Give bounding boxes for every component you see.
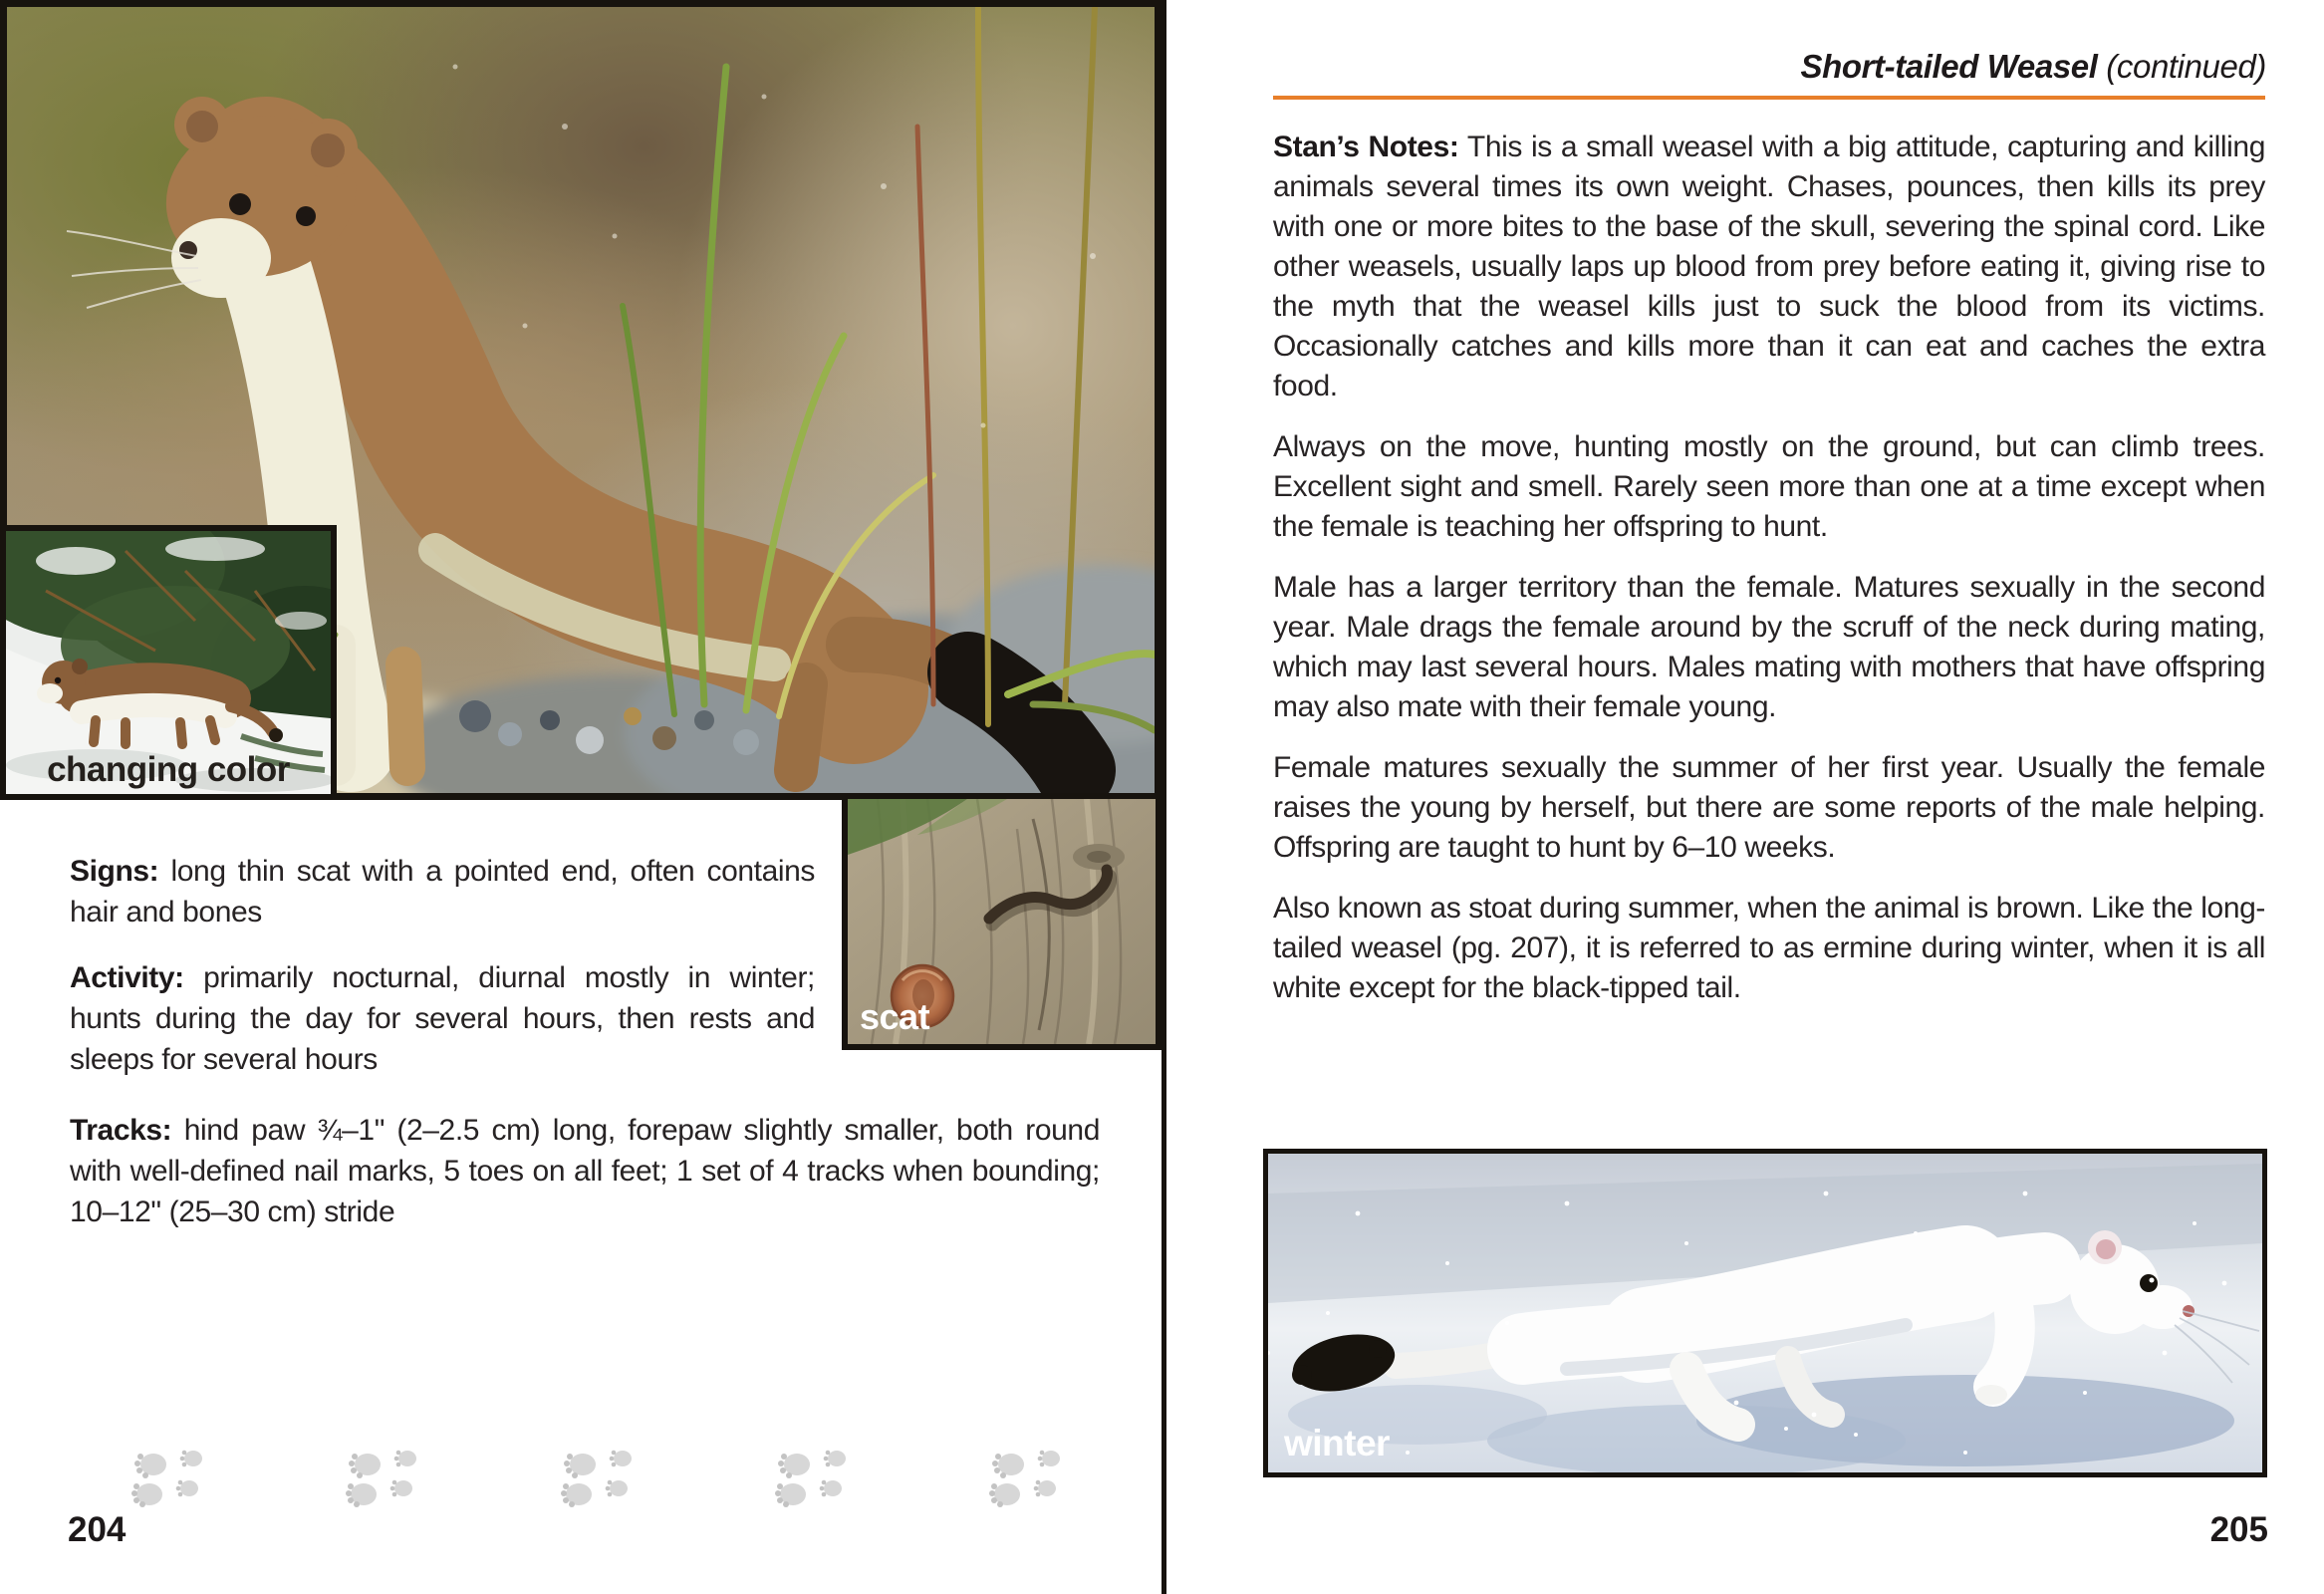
stans-notes-label: Stan’s Notes:: [1273, 131, 1459, 163]
species-title: Short-tailed Weasel: [1800, 48, 2098, 85]
changing-color-caption: changing color: [47, 750, 290, 789]
activity-label: Activity:: [70, 961, 184, 994]
notes-intro-text: This is a small weasel with a big attitude, capturing and killing animals several times its own weight. Chases, pounces, then kills its prey with one or more bites to the base of the skull, severing the spinal cord. Like other weasels, usually laps up blood from prey before eating it, giving rise to the myth that the weasel kills just to suck the blood from its victims. Occasionally catches and kills more than it can eat and caches the extra food.: [1273, 131, 2265, 402]
winter-photo: [1263, 1149, 2267, 1477]
pink-ear: [2096, 1239, 2116, 1259]
page-gutter: [1162, 0, 1166, 1594]
track-print-cluster: [559, 1447, 643, 1510]
notes-paragraph-5: Also known as stoat during summer, when the animal is brown. Like the long-tailed weasel (pg. 207), it is referred to as ermine during winter, when it is all white except for the black-tipped tail.: [1273, 892, 2265, 1004]
scat-caption: scat: [860, 996, 930, 1037]
tracks-label: Tracks:: [70, 1114, 172, 1147]
notes-paragraph-1: [1273, 128, 2265, 406]
continued-label: (continued): [2106, 48, 2266, 85]
page-number-right: 205: [2209, 1510, 2268, 1549]
activity-paragraph: [70, 957, 815, 1080]
signs-activity-block: [70, 851, 815, 1105]
tracks-text: hind paw ¾–1" (2–2.5 cm) long, forepaw slightly smaller, both round with well-defined nail marks, 5 toes on all feet; 1 set of 4 tracks when bounding; 10–12" (25–30 cm) stride: [70, 1114, 1101, 1228]
stans-notes-block: [1273, 128, 2265, 1029]
signs-label: Signs:: [70, 855, 159, 888]
scat-photo: [842, 793, 1162, 1050]
track-print-cluster: [773, 1447, 857, 1510]
notes-paragraph-3: Male has a larger territory than the female. Matures sexually in the second year. Male drags the female around by the scruff of the neck during mating, which may last several hours. Males mating with mothers that have offspring may also mate with their female young.: [1273, 571, 2265, 723]
notes-paragraph-4: Female matures sexually the summer of her first year. Usually the female raises the young by herself, but there are some reports of the male helping. Offspring are taught to hunt by 6–10 weeks.: [1273, 751, 2265, 864]
page-number-left: 204: [68, 1510, 127, 1549]
track-print-cluster: [344, 1447, 427, 1510]
signs-text: long thin scat with a pointed end, often contains hair and bones: [70, 855, 816, 929]
track-print-cluster: [129, 1447, 213, 1510]
weasel-eye: [2140, 1274, 2158, 1292]
running-header: [1800, 48, 2266, 86]
signs-paragraph: [70, 851, 815, 932]
tracks-paragraph: [70, 1110, 1100, 1232]
track-print-cluster: [987, 1447, 1071, 1510]
activity-text: primarily nocturnal, diurnal mostly in winter; hunts during the day for several hours, then rests and sleeps for several hours: [70, 961, 815, 1076]
changing-color-photo: [0, 525, 337, 800]
winter-photo-art: [1268, 1154, 2262, 1472]
track-prints-row: [129, 1447, 1071, 1510]
winter-caption: winter: [1284, 1423, 1390, 1463]
orange-rule: [1273, 96, 2265, 100]
notes-paragraph-2: Always on the move, hunting mostly on the ground, but can climb trees. Excellent sight and smell. Rarely seen more than one at a time except when the female is teaching her offspring to hunt.: [1273, 430, 2265, 543]
weasel-eye: [229, 193, 251, 215]
tracks-block: [70, 1110, 1100, 1257]
